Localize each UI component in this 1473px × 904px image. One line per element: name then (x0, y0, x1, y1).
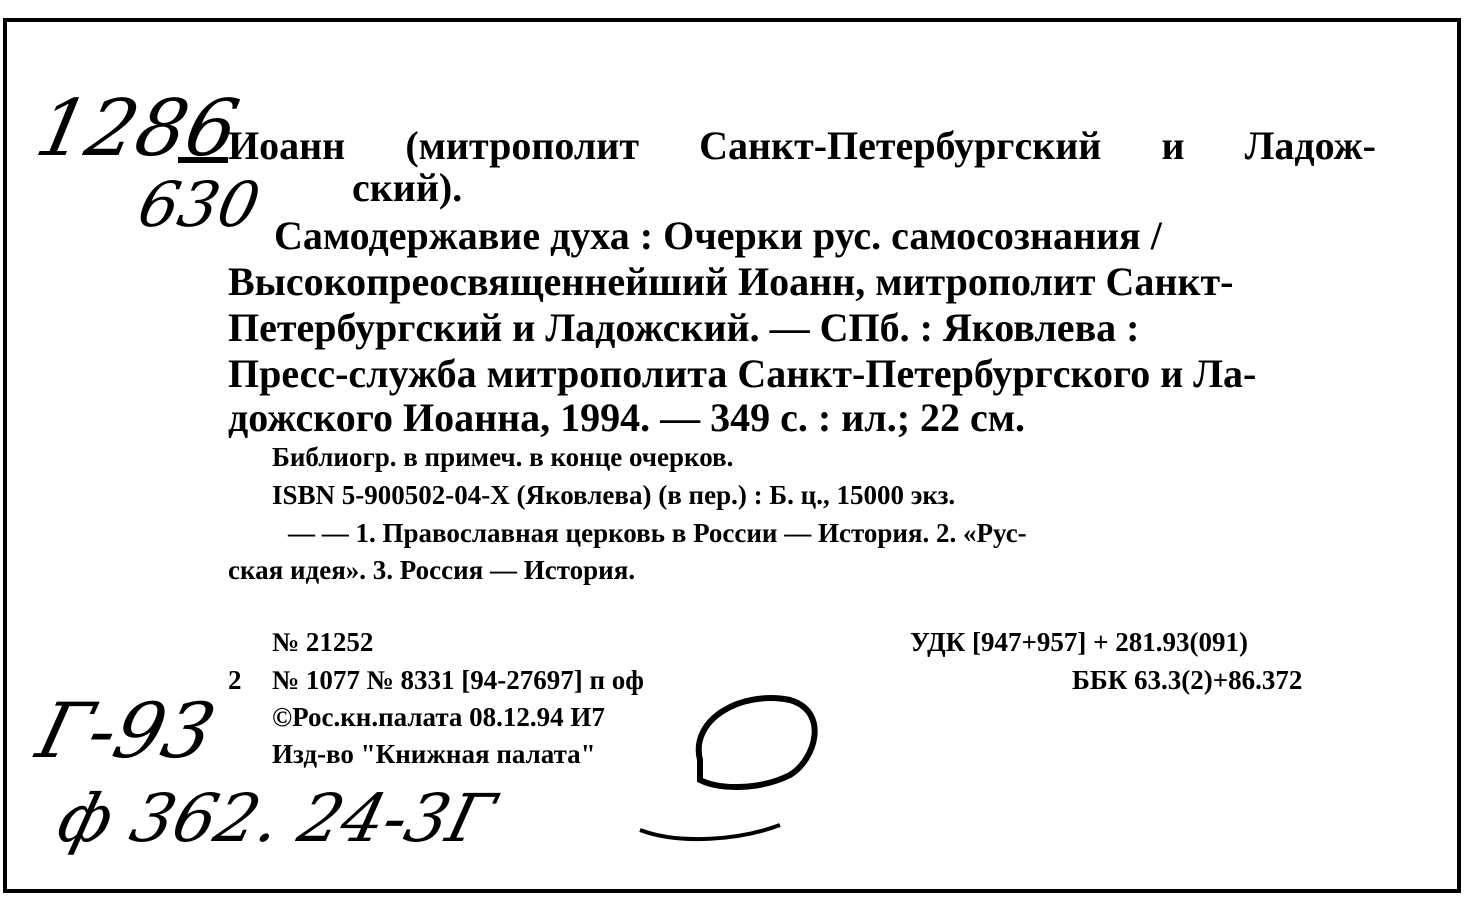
title-line-1: Самодержавие духа : Очерки рус. самосознания / (274, 213, 1162, 258)
handwritten-shelf-mark: Г-93 (28, 686, 224, 775)
heading-word-2: (митрополит (405, 123, 639, 168)
subjects-line-2: ская идея». 3. Россия — История. (228, 555, 636, 585)
copies-prefix: 2 (228, 665, 242, 695)
handwritten-call-number-top: 1286 (28, 84, 247, 174)
udk-code: УДК [947+957] + 281.93(091) (910, 627, 1248, 657)
title-line-2: Высокопреосвященнейший Иоанн, митрополит Санкт- (228, 259, 1234, 304)
title-line-3: Петербургский и Ладожский. — СПб. : Яковлева : (228, 305, 1140, 350)
heading-word-3: Санкт-Петербургский (699, 123, 1102, 168)
scribble-mark (640, 825, 780, 839)
heading-word-4: и (1161, 123, 1185, 168)
heading-word-5: Ладож- (1244, 123, 1376, 168)
entry-heading (228, 124, 1376, 168)
isbn-line: ISBN 5-900502-04-X (Яковлева) (в пер.) : Б. ц., 15000 экз. (272, 480, 956, 510)
title-line-4: Пресс-служба митрополита Санкт-Петербургского и Ла- (228, 351, 1257, 396)
stamp-mark (699, 698, 815, 787)
subjects-line-1: — — 1. Православная церковь в России — История. 2. «Рус- (288, 518, 1027, 548)
record-number: № 21252 (272, 627, 374, 657)
publisher-line: Изд-во "Книжная палата" (272, 739, 596, 769)
handwritten-inventory: ф 362. 24-3Г (50, 780, 503, 857)
handwritten-call-number-bottom: 630 (132, 168, 267, 241)
entry-heading-cont: ский). (352, 165, 463, 210)
title-line-5: дожского Иоанна, 1994. — 349 с. : ил.; 22 см. (228, 395, 1026, 440)
copyright-line: ©Рос.кн.палата 08.12.94 И7 (272, 702, 605, 732)
heading-word-1: Иоанн (228, 123, 346, 168)
order-line: № 1077 № 8331 [94-27697] п оф (272, 665, 644, 695)
bibliography-note: Библиогр. в примеч. в конце очерков. (272, 442, 734, 472)
bbk-code: ББК 63.3(2)+86.372 (1072, 665, 1303, 695)
